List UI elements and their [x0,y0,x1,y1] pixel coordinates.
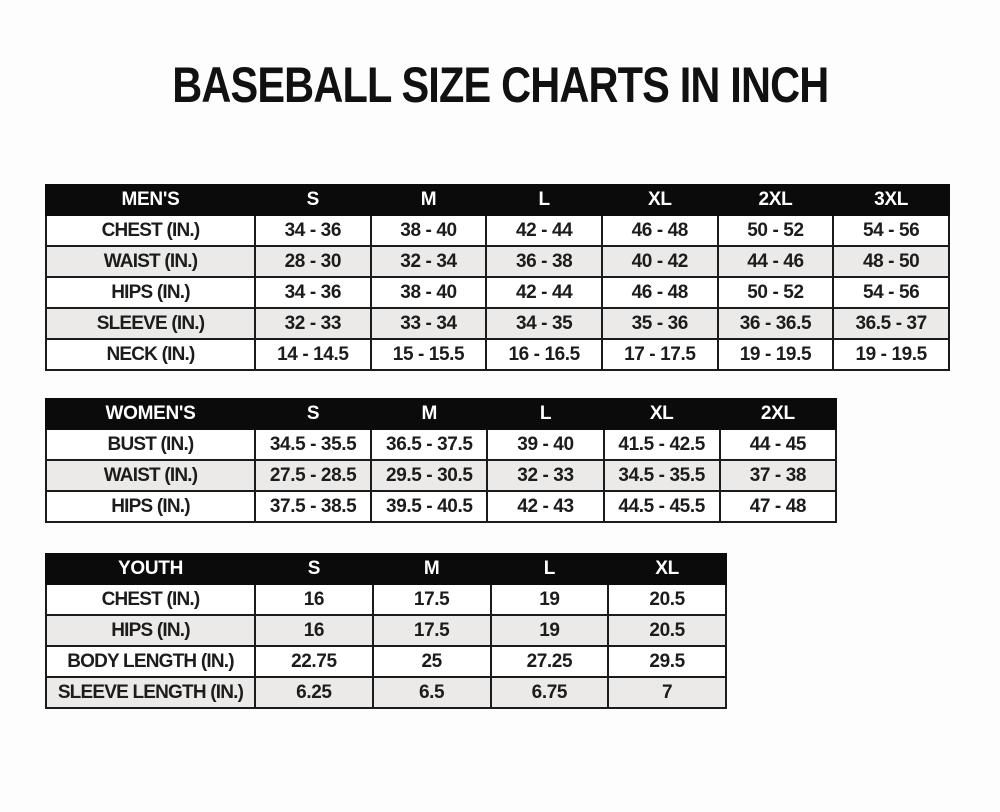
youth-size-col-s: S [255,554,373,584]
size-value-cell: 28 - 30 [255,246,371,277]
size-value-cell: 19 - 19.5 [718,339,834,370]
size-value-cell: 17.5 [373,584,491,615]
size-value-cell: 35 - 36 [602,308,718,339]
womens-size-col-s: S [255,399,371,429]
size-value-cell: 50 - 52 [718,277,834,308]
row-label: CHEST (IN.) [46,584,255,615]
size-value-cell: 14 - 14.5 [255,339,371,370]
size-value-cell: 29.5 [608,646,726,677]
size-value-cell: 34.5 - 35.5 [604,460,720,491]
size-value-cell: 27.5 - 28.5 [255,460,371,491]
size-value-cell: 32 - 34 [371,246,487,277]
size-value-cell: 34 - 36 [255,277,371,308]
size-value-cell: 6.25 [255,677,373,708]
size-value-cell: 42 - 43 [487,491,603,522]
womens-header-row [46,399,836,429]
mens-size-table [45,184,950,371]
size-value-cell: 41.5 - 42.5 [604,429,720,460]
size-value-cell: 37.5 - 38.5 [255,491,371,522]
womens-size-col-2xl: 2XL [720,399,836,429]
size-value-cell: 36.5 - 37.5 [371,429,487,460]
row-label: BODY LENGTH (IN.) [46,646,255,677]
size-value-cell: 36.5 - 37 [833,308,949,339]
size-value-cell: 17 - 17.5 [602,339,718,370]
table-row [46,308,949,339]
size-value-cell: 27.25 [491,646,609,677]
size-value-cell: 29.5 - 30.5 [371,460,487,491]
womens-size-col-m: M [371,399,487,429]
table-row [46,339,949,370]
size-chart-page [0,57,1000,709]
size-value-cell: 47 - 48 [720,491,836,522]
table-row [46,677,726,708]
mens-group-label: MEN'S [46,185,255,215]
youth-size-col-xl: XL [608,554,726,584]
womens-size-table [45,398,837,523]
mens-size-col-m: M [371,185,487,215]
youth-header-row [46,554,726,584]
size-value-cell: 46 - 48 [602,215,718,246]
womens-size-col-l: L [487,399,603,429]
table-row [46,615,726,646]
row-label: SLEEVE (IN.) [46,308,255,339]
table-row [46,460,836,491]
size-value-cell: 22.75 [255,646,373,677]
mens-size-col-xl: XL [602,185,718,215]
mens-size-col-s: S [255,185,371,215]
mens-header-row [46,185,949,215]
table-row [46,246,949,277]
size-value-cell: 19 - 19.5 [833,339,949,370]
size-value-cell: 20.5 [608,615,726,646]
size-value-cell: 6.75 [491,677,609,708]
size-value-cell: 16 [255,584,373,615]
page-title [0,57,1000,113]
size-value-cell: 48 - 50 [833,246,949,277]
size-value-cell: 46 - 48 [602,277,718,308]
size-value-cell: 32 - 33 [255,308,371,339]
mens-size-col-3xl: 3XL [833,185,949,215]
womens-group-label: WOMEN'S [46,399,255,429]
size-value-cell: 50 - 52 [718,215,834,246]
size-value-cell: 34 - 35 [486,308,602,339]
table-row [46,491,836,522]
size-value-cell: 20.5 [608,584,726,615]
youth-group-label: YOUTH [46,554,255,584]
size-value-cell: 42 - 44 [486,215,602,246]
size-value-cell: 44 - 45 [720,429,836,460]
size-value-cell: 39 - 40 [487,429,603,460]
youth-size-col-m: M [373,554,491,584]
row-label: HIPS (IN.) [46,615,255,646]
size-value-cell: 32 - 33 [487,460,603,491]
page-title-text: BASEBALL SIZE CHARTS IN INCH [171,57,829,113]
size-value-cell: 36 - 38 [486,246,602,277]
mens-size-col-l: L [486,185,602,215]
womens-size-col-xl: XL [604,399,720,429]
size-value-cell: 38 - 40 [371,277,487,308]
size-value-cell: 42 - 44 [486,277,602,308]
table-row [46,277,949,308]
table-row [46,584,726,615]
size-value-cell: 7 [608,677,726,708]
size-value-cell: 33 - 34 [371,308,487,339]
size-value-cell: 44.5 - 45.5 [604,491,720,522]
row-label: WAIST (IN.) [46,246,255,277]
size-value-cell: 15 - 15.5 [371,339,487,370]
size-value-cell: 38 - 40 [371,215,487,246]
size-value-cell: 54 - 56 [833,277,949,308]
size-value-cell: 40 - 42 [602,246,718,277]
row-label: CHEST (IN.) [46,215,255,246]
row-label: HIPS (IN.) [46,277,255,308]
size-value-cell: 19 [491,615,609,646]
table-row [46,646,726,677]
size-value-cell: 36 - 36.5 [718,308,834,339]
size-value-cell: 39.5 - 40.5 [371,491,487,522]
size-value-cell: 54 - 56 [833,215,949,246]
youth-size-col-l: L [491,554,609,584]
youth-size-table [45,553,727,709]
row-label: SLEEVE LENGTH (IN.) [46,677,255,708]
size-value-cell: 16 [255,615,373,646]
size-value-cell: 16 - 16.5 [486,339,602,370]
size-value-cell: 19 [491,584,609,615]
size-value-cell: 6.5 [373,677,491,708]
row-label: HIPS (IN.) [46,491,255,522]
size-value-cell: 25 [373,646,491,677]
mens-size-col-2xl: 2XL [718,185,834,215]
size-value-cell: 37 - 38 [720,460,836,491]
row-label: NECK (IN.) [46,339,255,370]
row-label: WAIST (IN.) [46,460,255,491]
size-value-cell: 44 - 46 [718,246,834,277]
table-row [46,429,836,460]
row-label: BUST (IN.) [46,429,255,460]
size-value-cell: 34 - 36 [255,215,371,246]
size-value-cell: 34.5 - 35.5 [255,429,371,460]
size-value-cell: 17.5 [373,615,491,646]
table-row [46,215,949,246]
